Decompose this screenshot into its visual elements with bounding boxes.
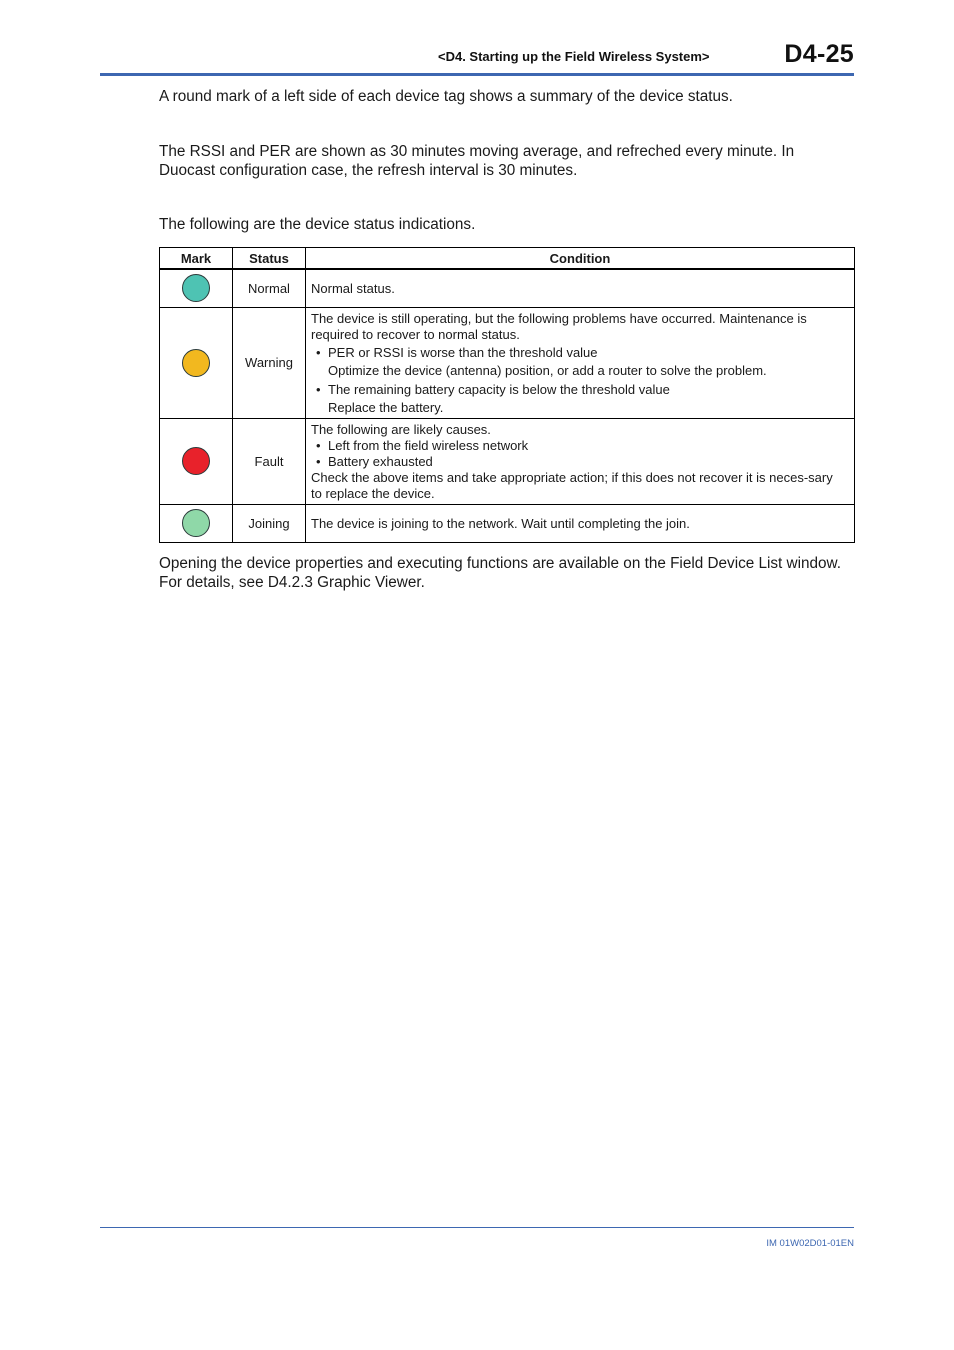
joining-status-icon [182, 509, 210, 537]
normal-status-icon [182, 274, 210, 302]
header-divider [100, 73, 854, 76]
mark-cell [160, 307, 233, 418]
condition-text: The device is joining to the network. Wait until completing the join. [311, 515, 690, 531]
paragraph-device-properties: Opening the device properties and executing functions are available on the Field Device List window. For details, see D4.2.3 Graphic Viewer. [159, 555, 841, 591]
condition-normal [306, 269, 855, 307]
status-joining: Joining [233, 504, 306, 542]
condition-text: Normal status. [311, 280, 395, 296]
header-condition: Condition [306, 248, 855, 270]
condition-intro: The device is still operating, but the following problems have occurred. Maintenance is required to recover to normal status. [311, 310, 807, 342]
status-fault: Fault [233, 418, 306, 504]
bullet-detail: Optimize the device (antenna) position, or add a router to solve the problem. [328, 362, 767, 378]
mark-cell [160, 418, 233, 504]
header-mark: Mark [160, 248, 233, 270]
condition-outro: Check the above items and take appropriate action; if this does not recover it is neces-sary to replace the device. [311, 469, 833, 501]
condition-intro: The following are likely causes. [311, 421, 491, 437]
page-number: D4-25 [784, 40, 854, 68]
device-status-table [159, 247, 855, 543]
bullet-detail: Replace the battery. [328, 399, 444, 415]
document-id: IM 01W02D01-01EN [766, 1238, 854, 1249]
mark-cell [160, 504, 233, 542]
table-row-fault [160, 418, 855, 504]
paragraph-status-intro: The following are the device status indications. [159, 216, 476, 233]
bullet-item: • Left from the field wireless network [316, 437, 529, 453]
mark-cell [160, 269, 233, 307]
paragraph-round-mark: A round mark of a left side of each device tag shows a summary of the device status. [159, 88, 733, 105]
header-status: Status [233, 248, 306, 270]
footer-divider [100, 1227, 854, 1228]
warning-status-icon [182, 349, 210, 377]
condition-fault [306, 418, 855, 504]
paragraph-rssi-per: The RSSI and PER are shown as 30 minutes moving average, and refreched every minute. In Duocast configuration case, the refresh interval is 30 minutes. [159, 143, 795, 179]
condition-warning [306, 307, 855, 418]
table-row-normal [160, 269, 855, 307]
fault-status-icon [182, 447, 210, 475]
status-warning: Warning [233, 307, 306, 418]
bullet-item: • PER or RSSI is worse than the threshold value [316, 344, 598, 360]
table-row-warning [160, 307, 855, 418]
table-header-row [160, 248, 855, 270]
table-row-joining [160, 504, 855, 542]
status-normal: Normal [233, 269, 306, 307]
condition-joining [306, 504, 855, 542]
bullet-item: • Battery exhausted [316, 453, 433, 469]
bullet-item: • The remaining battery capacity is below the threshold value [316, 381, 670, 397]
header-section-title: <D4. Starting up the Field Wireless System> [438, 49, 710, 64]
